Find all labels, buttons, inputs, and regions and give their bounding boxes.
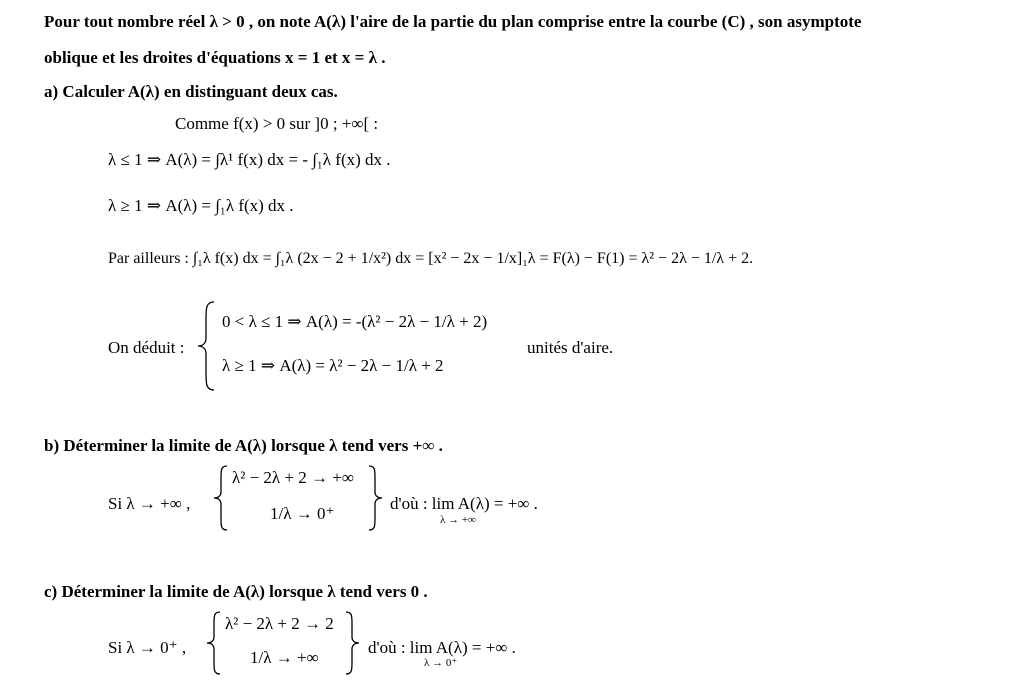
part-c-lim-subscript: λ → 0⁺ xyxy=(424,657,458,669)
part-b-conclusion: d'où : lim A(λ) = +∞ . xyxy=(390,494,538,513)
part-c-system-line-1: λ² − 2λ + 2 → 2 xyxy=(225,614,334,633)
part-c-si: Si λ → 0⁺ , xyxy=(108,638,187,657)
part-b-right-brace xyxy=(366,464,384,537)
part-c-system-line-2: 1/λ → +∞ xyxy=(250,648,319,667)
part-c-left-brace xyxy=(205,610,223,681)
deduce-case-2: λ ≥ 1 ⇒ A(λ) = λ² − 2λ − 1/λ + 2 xyxy=(222,356,444,375)
case-lambda-ge-1: λ ≥ 1 ⇒ A(λ) = ∫₁λ f(x) dx . xyxy=(108,196,294,215)
intro-line-1: Pour tout nombre réel λ > 0 , on note A(λ) l'aire de la partie du plan comprise entre la courbe (C) , son asymptote xyxy=(44,12,862,31)
part-b-si: Si λ → +∞ , xyxy=(108,494,191,513)
part-b-left-brace xyxy=(212,464,230,537)
part-b-system-line-2: 1/λ → 0⁺ xyxy=(270,504,335,523)
on-deduit-label: On déduit : xyxy=(108,338,185,357)
comme-condition: Comme f(x) > 0 sur ]0 ; +∞[ : xyxy=(175,114,379,133)
intro-line-2: oblique et les droites d'équations x = 1 et x = λ . xyxy=(44,48,386,67)
part-c-conclusion: d'où : lim A(λ) = +∞ . xyxy=(368,638,516,657)
par-ailleurs-computation: Par ailleurs : ∫₁λ f(x) dx = ∫₁λ (2x − 2 + 1/x²) dx = [x² − 2x − 1/x]₁λ = F(λ) − F(1) = λ² − 2λ − 1/λ + 2. xyxy=(108,250,754,267)
part-b-system-line-1: λ² − 2λ + 2 → +∞ xyxy=(232,468,354,487)
case-lambda-le-1: λ ≤ 1 ⇒ A(λ) = ∫λ¹ f(x) dx = - ∫₁λ f(x) dx . xyxy=(108,150,391,169)
part-c-right-brace xyxy=(343,610,361,681)
deduce-brace xyxy=(196,300,218,397)
part-b-title: b) Déterminer la limite de A(λ) lorsque λ tend vers +∞ . xyxy=(44,436,443,455)
units-label: unités d'aire. xyxy=(527,338,614,357)
deduce-case-1: 0 < λ ≤ 1 ⇒ A(λ) = -(λ² − 2λ − 1/λ + 2) xyxy=(222,312,488,331)
part-b-lim-subscript: λ → +∞ xyxy=(440,514,476,526)
part-c-title: c) Déterminer la limite de A(λ) lorsque λ tend vers 0 . xyxy=(44,582,428,601)
part-a-title: a) Calculer A(λ) en distinguant deux cas. xyxy=(44,82,338,101)
